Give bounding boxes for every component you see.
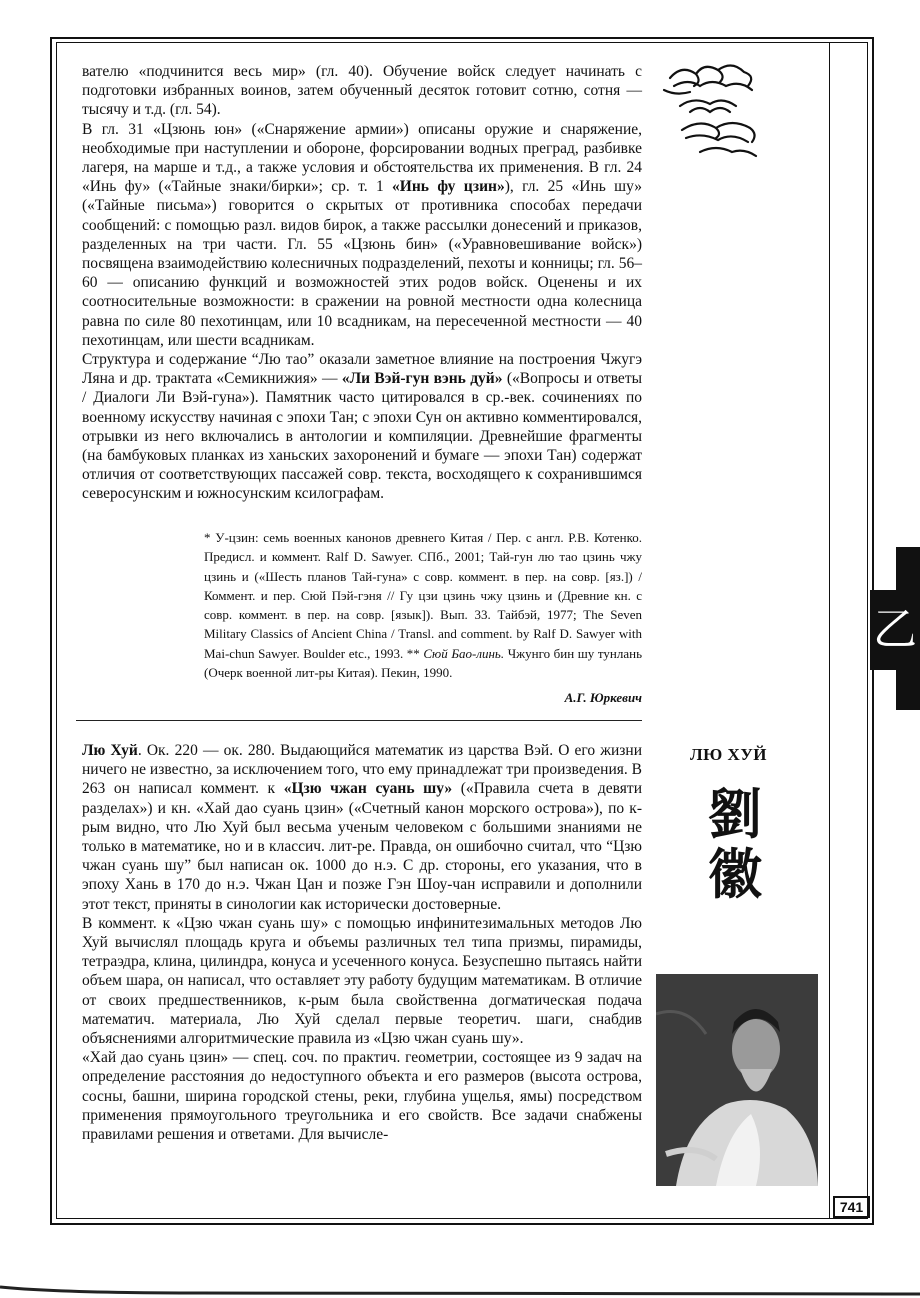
paragraph: вателю «подчинится весь мир» (гл. 40). Обучение войск следует начинать с подготовки избранных воинов, затем обученный десяток готовит сотню, сотня — тысячу и т.д. (гл. 54).: [82, 63, 642, 119]
margin-column-rule: [829, 42, 830, 1219]
cross-reference-link[interactable]: «Цзю чжан суань шу»: [283, 780, 453, 798]
paragraph: Лю Хуй. Ок. 220 — ок. 280. Выдающийся математик из царства Вэй. О его жизни ничего не известно, за исключением того, что ему принадлежат три произведения. В 263 он написал коммент. к «Цзю чжан суань шу» («Правила счета в девяти разделах») и кн. «Хай дао суань цзин» («Счетный канон морского острова»), по к-рым видно, что Лю Хуй был весьма ученым человеком с большими знаниями не только в математике, но и в классич. лит-ре. Правда, он ошибочно считал, что “Цзю чжан суань шу” был написан ок. 1000 до н.э. С др. стороны, его указания, что в эпоху Хань в 170 до н.э. Чжан Цан и позже Гэн Шоу-чан исправили и дополнили этот текст, приняты в синологии как исторически достоверные.: [82, 742, 642, 913]
entry-title: Лю Хуй: [82, 742, 138, 759]
paragraph: В гл. 31 «Цзюнь юн» («Снаряжение армии») описаны оружие и снаряжение, необходимые при наступлении и обороне, форсировании водных преград, разбивке лагеря, на марше и т.д., а также условия и обстоятельства их применения. В гл. 24 «Инь фу» («Тайные знаки/бирки»; ср. т. 1 «Инь фу цзин»), гл. 25 «Инь шу» («Тайные письма») говорится о скрытых от противника способах передачи сообщений: с помощью разл. видов бирок, а также рассылки донесений и приказов, разделенных на три части. Гл. 55 «Цзюнь бин» («Уравновешивание войск») посвящена взаимодействию колесничных подразделений, пехоты и конницы; гл. 56–60 — описанию функций и возможностей этих родов войск. Оценены и их соотносительные возможности: в сражении на ровной местности одна колесница равна по силе 80 пехотинцам, или 10 всадникам, на пересеченной местности — 40 пехотинцам, или шести всадникам.: [82, 120, 642, 349]
cloud-ornament-icon: [660, 56, 760, 164]
cross-reference-link[interactable]: «Инь фу цзин»: [392, 178, 505, 196]
scan-edge-line: [0, 1285, 920, 1298]
article-continuation: [82, 62, 642, 504]
article-separator: [76, 720, 642, 721]
page-number: 741: [833, 1196, 870, 1218]
bibliography-notes: * У-цзин: семь военных канонов древнего Китая / Пер. с англ. Р.В. Котенко. Предисл. и коммент. Ralf D. Sawyer. СПб., 2001; Тай-гун лю тао цзинь чжу цзинь и («Шесть планов Тай-гуна» с совр. коммент. в пер. на совр. [яз.]) / Коммент. и пер. Сюй Пэй-гэня // Гу цзи цзинь чжу цзинь и (Древние кн. с совр. коммент. в пер. на совр. [язык]). Вып. 33. Тайбэй, 1977; The Seven Military Classics of Ancient China / Transl. and comment. by Ralf D. Sawyer with Mai-chun Sawyer. Boulder etc., 1993. ** Сюй Бао-линь. Чжунго бин шу тунлань (Очерк военной лит-ры Китая). Пекин, 1990.: [204, 530, 643, 681]
section-tab-glyph: 乙: [870, 590, 920, 670]
hanzi-character: 劉: [708, 783, 762, 846]
article-author: А.Г. Юркевич: [564, 690, 642, 705]
paragraph: В коммент. к «Цзю чжан суань шу» с помощью инфинитезимальных методов Лю Хуй вычислял площадь круга и объемы различных тел типа призмы, пирамиды, тетраэдра, клина, цилиндра, конуса и усеченного конуса. Безуспешно пытаясь найти объем шара, он написал, что оставляет эту работу будущим математикам. В отличие от своих предшественников, к-рым была свойственна догматическая подача математич. материала, Лю Хуй сделал первые теоретич. шаги, снабдив объяснениями алгоритмические правила из «Цзю чжан суань шу».: [82, 914, 642, 1048]
entry-body: [82, 741, 642, 1144]
hanzi-character: 徽: [708, 843, 762, 906]
cross-reference-link[interactable]: «Ли Вэй-гун вэнь дуй»: [341, 370, 503, 388]
portrait-illustration: [656, 974, 818, 1186]
paragraph: «Хай дао суань цзин» — спец. соч. по практич. геометрии, состоящее из 9 задач на определение расстояния до недоступного объекта и его размеров (высота острова, сосны, башни, ширина городской стены, реки, глубина ущелья, ямы) посредством применения прямоугольного треугольника и его свойств. Все задачи снабжены правилами решения и ответами. Для вычисле-: [82, 1049, 642, 1144]
paragraph: Структура и содержание “Лю тао” оказали заметное влияние на построения Чжугэ Ляна и др. трактата «Семикнижия» — «Ли Вэй-гун вэнь дуй» («Вопросы и ответы / Диалоги Ли Вэй-гуна»). Памятник часто цитировался в ср.-век. сочинениях по военному искусству начиная с эпохи Тан; с эпохи Сун он активно комментировался, отрывки из него включались в антологии и компиляции. Древнейшие фрагменты (на бамбуковых планках из ханьских захоронений и бумаге — эпохи Тан) содержат отличия от соответствующих пассажей совр. текста, восходящего к сохранившимся северосунским и южносунским ксилографам.: [82, 351, 643, 503]
entry-heading: ЛЮ ХУЙ: [690, 745, 768, 764]
